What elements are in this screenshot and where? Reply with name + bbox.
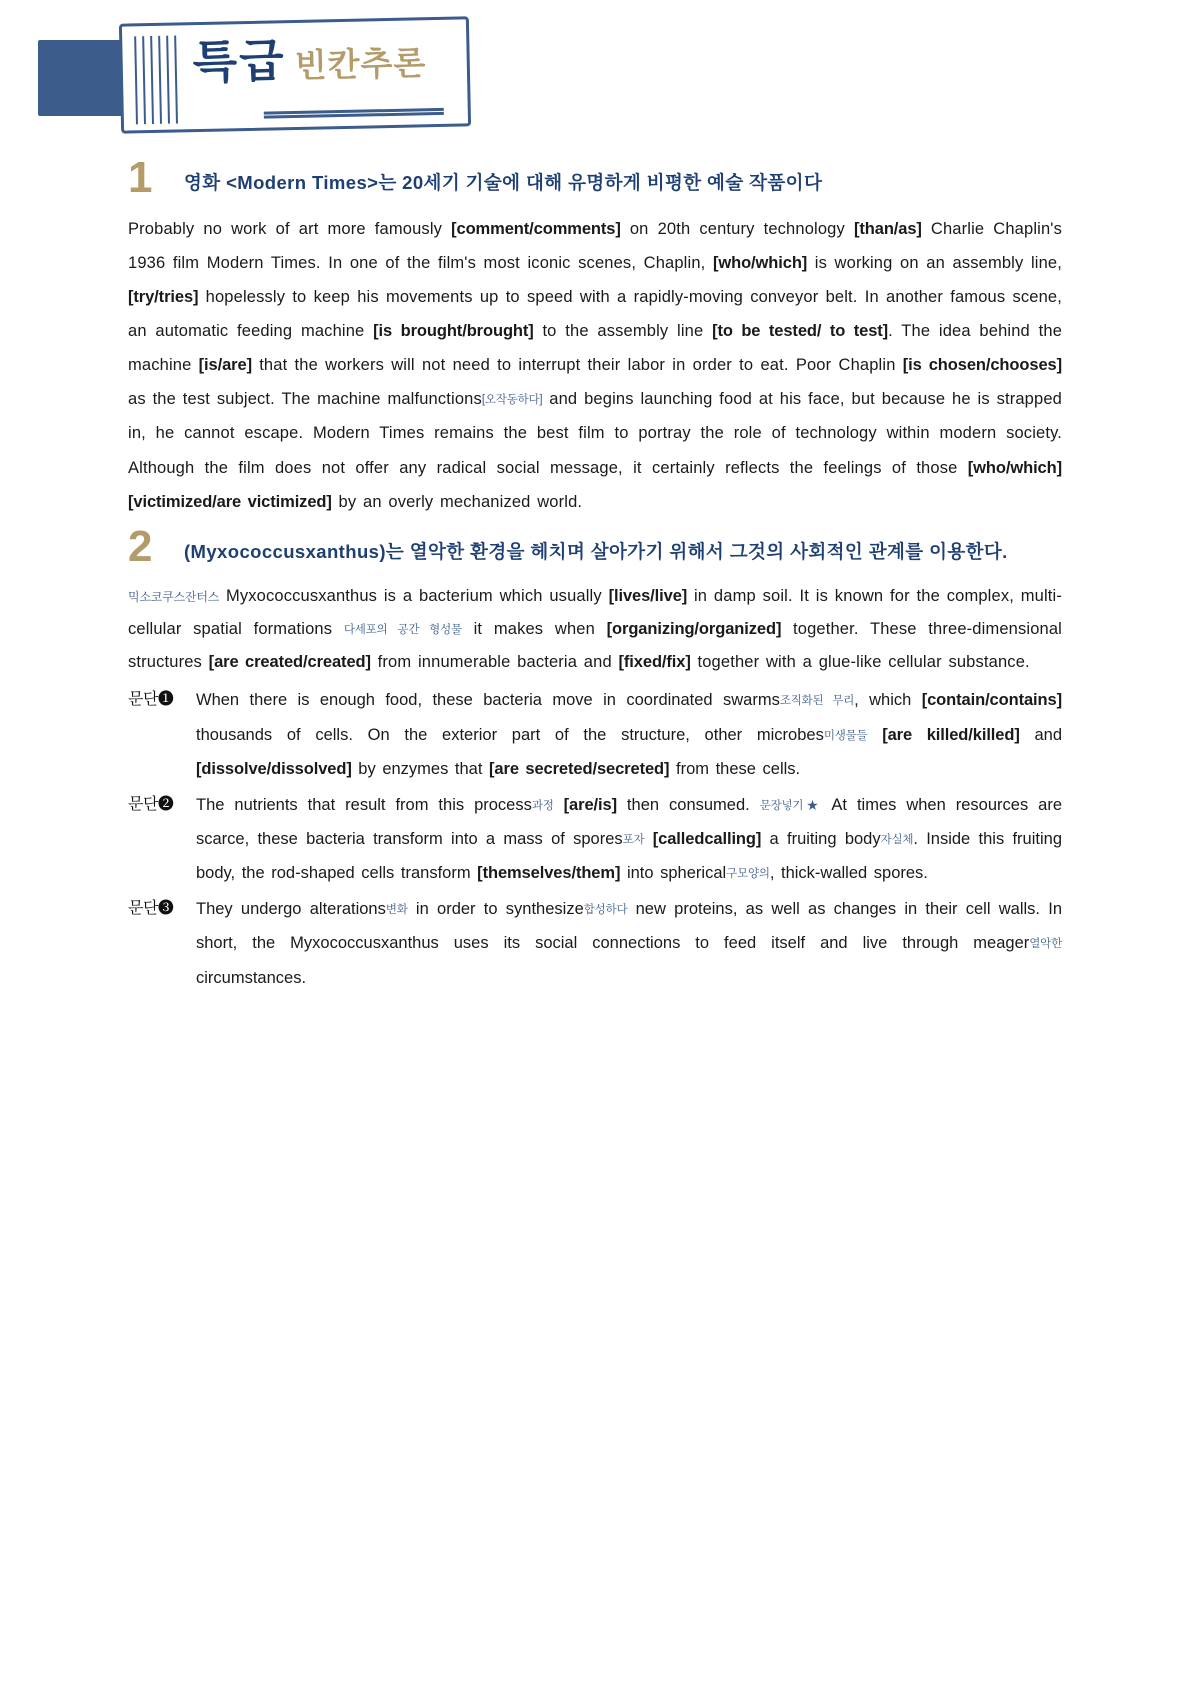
worksheet-header-badge — [38, 14, 458, 134]
paragraph-body: The nutrients that result from this process과정 [are/is] then consumed. 문장넣기★ At times when resources are scarce, these bacteria transform into a mass of spores포자 [calledcalling] a fruiting body자실체. Inside this fruiting body, the rod-shaped cells transform [themselves/them] into spherical구모양의, thick-walled spores. — [196, 795, 1063, 883]
question-2-paragraph-item — [128, 892, 1062, 994]
paragraph-tag: 문단❷ — [128, 795, 174, 813]
question-1-number: 1 — [128, 153, 153, 202]
question-2-title: (Myxococcusxanthus)는 열악한 환경을 헤치며 살아가기 위해서 그것의 사회적인 관계를 이용한다. — [184, 541, 1008, 563]
question-2-header — [128, 521, 1062, 571]
worksheet-content — [0, 150, 1190, 997]
question-1-title: 영화 <Modern Times>는 20세기 기술에 대해 유명하게 비평한 예술 작품이다 — [184, 172, 823, 194]
badge-front-panel — [119, 16, 471, 133]
question-2-paragraph-item — [128, 683, 1062, 785]
badge-title: 특급 — [192, 34, 287, 89]
paragraph-tag: 문단❸ — [128, 900, 174, 918]
question-1-passage: Probably no work of art more famously [comment/comments] on 20th century technology [than/as] Charlie Chaplin's 1936 film Modern Times. In one of the film's most iconic scenes, Chaplin, [who/which] is working on an assembly line, [try/tries] hopelessly to keep his movements up to speed with a rapidly-moving conveyor belt. In another famous scene, an automatic feeding machine [is brought/brought] to the assembly line [to be tested/ to test]. The idea behind the machine [is/are] that the workers will not need to interrupt their labor in order to eat. Poor Chaplin [is chosen/chooses] as the test subject. The machine malfunctions[오작동하다] and begins launching food at his face, but because he is strapped in, he cannot escape. Modern Times remains the best film to portray the role of technology within modern society. Although the film does not offer any radical social message, it certainly reflects the feelings of those [who/which] [victimized/are victimized] by an overly mechanized world. — [128, 219, 1063, 511]
question-2-intro: 믹소코쿠스잔터스 Myxococcusxanthus is a bacterium which usually [lives/live] in damp soil. It is known for the complex, multi-cellular spatial formations 다세포의 공간 형성물 it makes when [organizing/organized] together. These three-dimensional structures [are created/created] from innumerable bacteria and [fixed/fix] together with a glue-like cellular substance. — [128, 587, 1062, 672]
question-1-header — [128, 153, 1062, 202]
badge-underline-decoration — [264, 108, 444, 119]
paragraph-tag: 문단❶ — [128, 691, 174, 709]
paragraph-body: When there is enough food, these bacteria move in coordinated swarms조직화된 무리, which [contain/contains] thousands of cells. On the exterior part of the structure, other microbes미생물들 [are killed/killed] and [dissolve/dissolved] by enzymes that [are secreted/secreted] from these cells. — [196, 691, 1062, 778]
question-2-paragraph-item — [128, 788, 1062, 890]
badge-subtitle: 빈칸추론 — [294, 44, 427, 84]
paragraph-body: They undergo alterations변화 in order to synthesize합성하다 new proteins, as well as changes in their cell walls. In short, the Myxococcusxanthus uses its social connections to feed itself and live through meager열악한 circumstances. — [196, 900, 1063, 987]
question-2-number: 2 — [128, 521, 153, 571]
badge-lines-decoration — [130, 35, 188, 124]
